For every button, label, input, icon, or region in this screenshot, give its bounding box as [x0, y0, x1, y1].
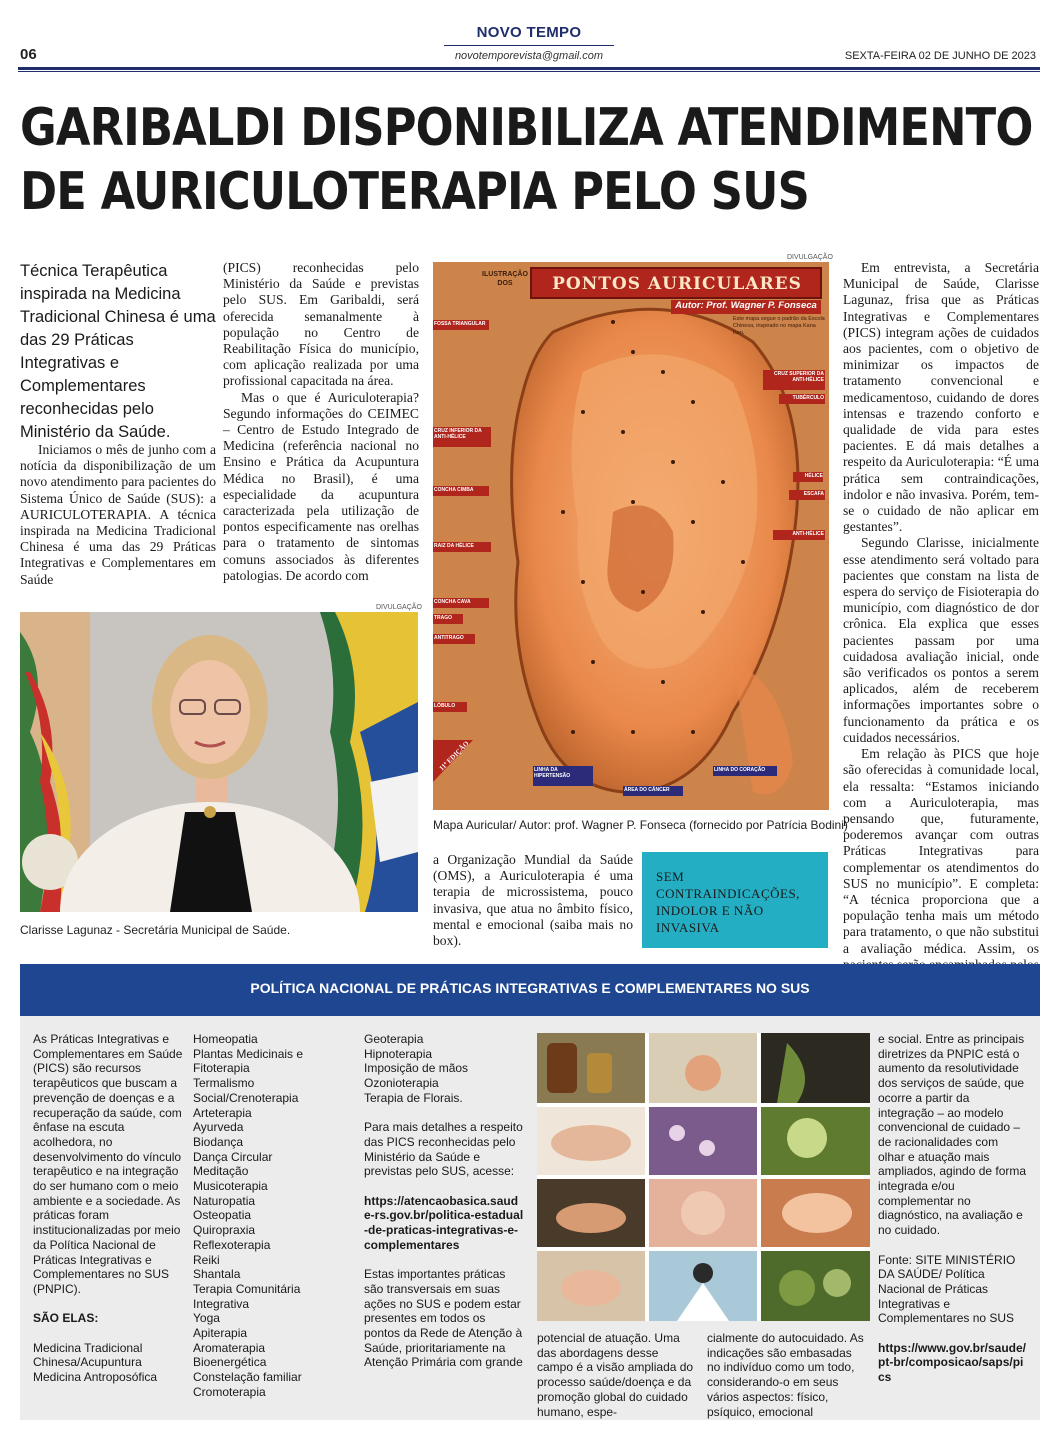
chart-credit: DIVULGAÇÃO — [787, 254, 833, 261]
link-gov[interactable]: https://www.gov.br/saude/pt-br/composicao/saps/pics — [878, 1340, 1027, 1385]
box-column-4 — [537, 1331, 697, 1419]
article-headline — [20, 96, 1033, 224]
box-more-info: Para mais detalhes a respeito das PICS reconhecidas pelo Ministério da Saúde e previstas pelo SUS, acesse: — [364, 1120, 523, 1179]
auricular-map — [433, 262, 829, 810]
practice-item: Dança Circular — [193, 1149, 273, 1164]
practice-item: Plantas Medicinais e Fitoterapia — [193, 1046, 304, 1076]
practice-item: Apiterapia — [193, 1326, 248, 1341]
chart-label: TUBÉRCULO — [792, 395, 824, 401]
newspaper-email: novotemporevista@gmail.com — [454, 50, 604, 62]
practice-item: Hipnoterapia — [364, 1046, 433, 1061]
box-source: Fonte: SITE MINISTÉRIO DA SAÚDE/ Política Nacional de Práticas Integrativas e Complementares no SUS — [878, 1252, 1016, 1326]
practice-item: Meditação — [193, 1164, 249, 1179]
practice-item: Bioenergética — [193, 1355, 267, 1370]
practice-item: Constelação familiar — [193, 1370, 302, 1385]
box-under-collage-1: potencial de atuação. Uma das abordagens desse campo é a visão ampliada do processo saúde/doença e da promoção global do cuidado humano, espe- — [537, 1331, 694, 1419]
chart-label: ANTI-HÉLICE — [792, 531, 824, 537]
box-intro: As Práticas Integrativas e Complementares em Saúde (PICS) são recursos terapêuticos que buscam a prevenção de doenças e a recuperação da saúde, com ênfase na escuta acolhedora, no desenvolvimento do vínculo terapêutico e na integração do ser humano com o meio ambiente e a sociedade. As práticas foram institucionalizadas por meio da Política Nacional de Práticas Integrativas e Complementares no SUS (PNPIC). — [33, 1032, 183, 1296]
paragraph: Segundo Clarisse, inicialmente esse atendimento será voltado para pacientes que constam na lista de espera do serviço de Fisioterapia do município, com diagnóstico de dor crônica. Ela explica que esses pacientes passam por uma cuidadosa avaliação inicial, onde são verificados os pontos a serem aplicados, além de receberem informações importantes sobre o funcionamento da prática e os cuidados necessários. — [843, 535, 1039, 745]
practice-item: Medicina Tradicional Chinesa/Acupuntura — [33, 1340, 143, 1370]
chart-label: LINHA DA HIPERTENSÃO — [534, 767, 571, 779]
highlight-text: SEM CONTRAINDICAÇÕES, INDOLOR E NÃO INVASIVA — [656, 869, 800, 935]
practice-item: Yoga — [193, 1311, 220, 1326]
paragraph: Em entrevista, a Secretária Municipal de Saúde, Clarisse Lagunaz, frisa que as Práticas Integrativas e Complementares (PICS) integram ações de cuidados aos pacientes, com o objetivo de minimizar os impactos de tratamento convencional e medicamentoso, cuidando de dores intensas e trazendo conforto e qualidade de vida para estes pacientes. E dá mais detalhes a respeito da Auriculoterapia: “É uma prática sem contraindicações, indolor e não invasiva. Porém, tem-se o cuidado de não aplicar em gestantes”. — [843, 260, 1039, 535]
chart-label: LÓBULO — [434, 703, 456, 709]
page-number: 06 — [20, 46, 37, 63]
headline-line-2: DE AURICULOTERAPIA PELO SUS — [20, 162, 809, 222]
chart-label: ANTITRAGO — [434, 635, 464, 641]
issue-date: SEXTA-FEIRA 02 DE JUNHO DE 2023 — [844, 50, 1036, 62]
chart-label: TRAGO — [434, 615, 453, 621]
chart-title: PONTOS AURICULARES — [552, 274, 802, 294]
highlight-box — [642, 852, 828, 948]
link-atencaobasica[interactable]: https://atencaobasica.saude-rs.gov.br/politica-estadual-de-praticas-integrativas-e-complementares — [364, 1193, 524, 1252]
box-under-collage-2: cialmente do autocuidado. As indicações são embasadas no indivíduo como um todo, considerando-o em seus vários aspectos: físico, psíquico, emocional — [707, 1331, 864, 1419]
paragraph: Iniciamos o mês de junho com a notícia da disponibilização de um novo atendimento para pacientes do Sistema Único de Saúde (SUS): a AURICULOTERAPIA. A técnica inspirada na Medicina Tradicional Chinesa é uma das 29 Práticas Integrativas e Complementares em Saúde — [20, 442, 216, 587]
practice-item: Osteopatia — [193, 1208, 252, 1223]
practice-item: Homeopatia — [193, 1032, 258, 1046]
box-column-6 — [878, 1032, 1028, 1385]
chart-caption: Mapa Auricular/ Autor: prof. Wagner P. Fonseca (fornecido por Patrícia Bodini) — [433, 818, 848, 832]
article-column-1 — [20, 442, 216, 588]
chart-subtitle: ILUSTRAÇÃO DOS — [482, 271, 528, 287]
chart-edition: 11ª EDIÇÃO — [437, 739, 471, 773]
pnpic-box-title: POLÍTICA NACIONAL DE PRÁTICAS INTEGRATIVAS E COMPLEMENTARES NO SUS — [250, 980, 810, 996]
chart-label: CONCHA CAVA — [434, 599, 471, 605]
chart-label: CONCHA CIMBA — [434, 487, 474, 493]
header-divider — [18, 67, 1040, 70]
header-divider-thin — [18, 71, 1040, 72]
practice-item: Medicina Antroposófica — [33, 1370, 158, 1385]
box-transversal: Estas importantes práticas são transversais em suas ações no SUS e podem estar presentes em todos os pontos da Rede de Atenção à Saúde, prioritariamente na Atenção Primária com grande — [364, 1267, 523, 1370]
therapies-collage-image — [537, 1033, 870, 1321]
article-column-2 — [223, 260, 419, 584]
box-list-heading: SÃO ELAS: — [33, 1311, 99, 1326]
photo-credit: DIVULGAÇÃO — [376, 604, 422, 611]
practice-item: Reiki — [193, 1252, 220, 1267]
article-lead: Técnica Terapêutica inspirada na Medicina Tradicional Chinesa é uma das 29 Práticas Integrativas e Complementares reconhecidas pelo Ministério da Saúde. — [20, 262, 216, 441]
headline-line-1: GARIBALDI DISPONIBILIZA ATENDIMENTO — [20, 98, 1033, 158]
article-column-4 — [843, 260, 1039, 989]
practice-item: Naturopatia — [193, 1193, 256, 1208]
practice-item: Cromoterapia — [193, 1384, 266, 1399]
chart-author: Autor: Prof. Wagner P. Fonseca — [675, 300, 817, 311]
article-column-3 — [433, 852, 633, 949]
box-column-1 — [33, 1032, 183, 1385]
newspaper-name: NOVO TEMPO — [476, 24, 582, 41]
secretary-photo — [20, 612, 418, 912]
box-column-3 — [364, 1032, 524, 1370]
practice-item: Shantala — [193, 1267, 241, 1282]
chart-label: CRUZ SUPERIOR DA ANTI-HÉLICE — [773, 371, 824, 383]
paragraph: (PICS) reconhecidas pelo Ministério da Saúde e previstas pelo SUS. Em Garibaldi, será oferecida semanalmente à população no Centro de Reabilitação Física do município, com aplicação realizada por uma profissional capacitada na área. — [223, 260, 419, 389]
box-column-2 — [193, 1032, 343, 1400]
practice-item: Arteterapia — [193, 1105, 252, 1120]
paragraph: Em relação às PICS que hoje são oferecidas à comunidade local, ela ressalta: “Estamos iniciando com a Auriculoterapia, mas pensando que, futuramente, poderemos avançar com outras Práticas Integrativas para complementar os atendimentos do SUS no município”. E completa: “A técnica proporciona que a população tenha mais um método para tratamento, o que não substitui a avaliação médica. Assim, os — [843, 746, 1039, 956]
secretary-photo-illustration — [20, 612, 418, 912]
chart-note: Este mapa segue o padrão da Escola Chinesa, inspirado no mapa Kana Ken. — [733, 316, 825, 336]
masthead-rule — [444, 45, 614, 46]
practice-item: Ozonioterapia — [364, 1076, 439, 1091]
box-right-text: e social. Entre as principais diretrizes da PNPIC está o aumento da resolutividade dos serviços de saúde, que ocorre a partir da integração – ao modelo convencional de cuidado – de racionalidades com olhar e atuação mais ampliados, agindo de forma integrada e/ou complementar no diagnóstico, na avaliação e no cuidado. — [878, 1032, 1027, 1238]
auricular-map-illustration — [433, 262, 829, 810]
chart-label: FOSSA TRIANGULAR — [434, 321, 486, 327]
practice-item: Terapia Comunitária Integrativa — [193, 1281, 301, 1311]
chart-label: CRUZ INFERIOR DA ANTI-HÉLICE — [434, 428, 482, 440]
paragraph: Mas o que é Auriculoterapia? Segundo informações do CEIMEC – Centro de Estudo Integrado de Medicina (referência nacional no Ensino e Prática da Acupuntura Médica no Brasil), é uma especialidade da acupuntura caracterizada pela utilização de pontos especificamente nas orelhas para o tratamento de sintomas comuns associados às diferentes patologias. De acordo com — [223, 389, 419, 583]
practice-item: Terapia de Florais. — [364, 1090, 463, 1105]
practice-item: Geoterapia — [364, 1032, 424, 1046]
practice-item: Biodança — [193, 1134, 244, 1149]
practice-item: Reflexoterapia — [193, 1237, 271, 1252]
practice-item: Ayurveda — [193, 1120, 244, 1135]
chart-label: HÉLICE — [804, 473, 823, 479]
practice-item: Aromaterapia — [193, 1340, 266, 1355]
practice-item: Imposição de mãos — [364, 1061, 469, 1076]
chart-label: ÁREA DO CÂNCER — [624, 787, 670, 793]
practice-item: Musicoterapia — [193, 1179, 268, 1194]
paragraph: a Organização Mundial da Saúde (OMS), a Auriculoterapia é uma terapia de microssistema, pouco invasiva, que atua no âmbito físico, mental e emocional (saiba mais no box). — [433, 852, 633, 949]
practice-item: Termalismo Social/Crenoterapia — [193, 1076, 299, 1105]
box-column-5 — [707, 1331, 867, 1419]
practice-item: Quiropraxia — [193, 1223, 256, 1238]
chart-label: LINHA DO CORAÇÃO — [714, 767, 766, 773]
chart-label: ESCAFA — [803, 491, 824, 497]
therapies-collage — [537, 1033, 870, 1321]
chart-label: RAIZ DA HÉLICE — [434, 543, 474, 549]
photo-caption: Clarisse Lagunaz - Secretária Municipal de Saúde. — [20, 923, 291, 937]
